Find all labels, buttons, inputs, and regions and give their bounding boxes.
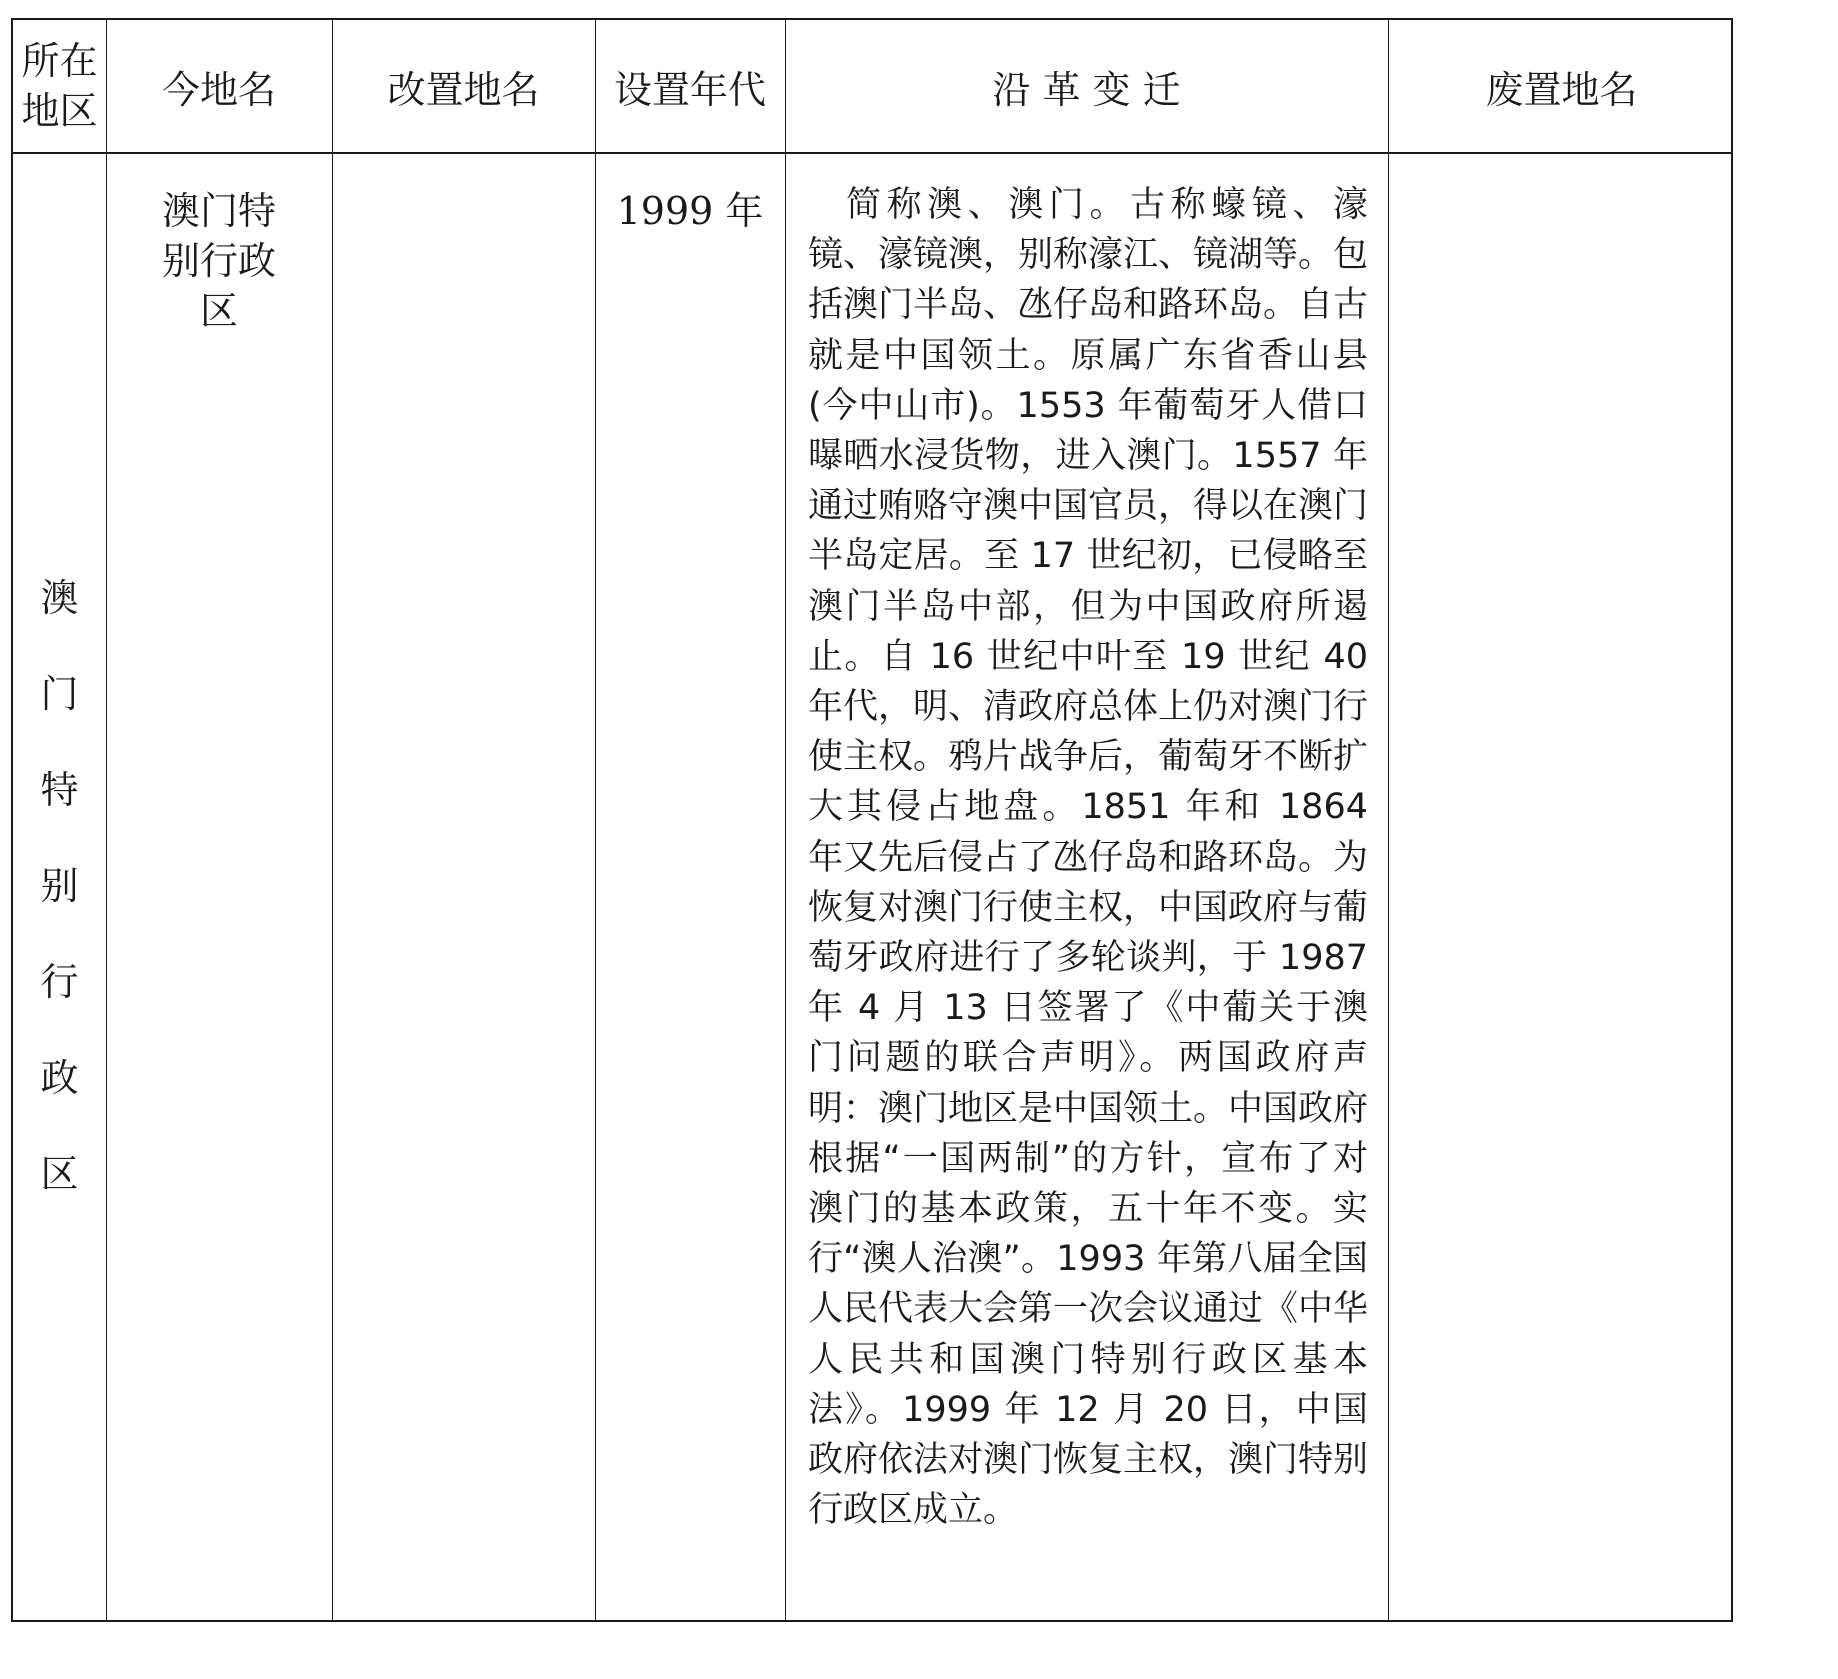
region-char: 政 <box>40 1056 79 1100</box>
gazetteer-table <box>11 18 1733 1622</box>
region-char: 行 <box>40 960 79 1004</box>
row-established-year: 1999 年 <box>616 189 764 233</box>
column-divider-5 <box>1388 20 1389 1620</box>
row-current-name <box>106 186 332 336</box>
region-char: 区 <box>40 1152 79 1196</box>
header-current-name: 今地名 <box>161 67 276 112</box>
region-char: 别 <box>40 864 79 908</box>
header-region: 所在地区 <box>21 39 98 133</box>
current-name-text: 澳门特别行政区 <box>161 189 276 333</box>
region-char: 澳 <box>40 576 79 620</box>
column-divider-3 <box>595 20 596 1620</box>
header-abolished-name: 废置地名 <box>1485 67 1638 112</box>
region-char: 特 <box>40 768 79 812</box>
column-divider-2 <box>332 20 333 1620</box>
header-renamed-name: 改置地名 <box>387 67 540 112</box>
header-divider <box>13 152 1731 154</box>
header-established: 设置年代 <box>613 67 766 112</box>
header-region-cell <box>13 20 106 152</box>
row-region-vertical <box>13 152 106 1620</box>
column-divider-4 <box>785 20 786 1620</box>
region-char: 门 <box>40 672 79 716</box>
header-history: 沿 革 变 迁 <box>992 67 1181 112</box>
row-history-text: 简称澳、澳门。古称蠔镜、濠镜、濠镜澳，别称濠江、镜湖等。包括澳门半岛、氹仔岛和路环岛。自古就是中国领土。原属广东省香山县(今中山市)。1553 年葡萄牙人借口曝晒水浸货物，进入澳门。1557 年通过贿赂守澳中国官员，得以在澳门半岛定居。至 17 世纪初，已侵略至澳门半岛中部，但为中国政府所遏止。自 16 世纪中叶至 19 世纪 40 年代，明、清政府总体上仍对澳门行使主权。鸦片战争后，葡萄牙不断扩大其侵占地盘。1851 年和 1864 年又先后侵占了氹仔岛和路环岛。为恢复对澳门行使主权，中国政府与葡萄牙政府进行了多轮谈判，于 1987 年 4 月 13 日签署了《中葡关于澳门问题的联合声明》。两国政府声明：澳门地区是中国领土。中国政府根据“一国两制”的方针，宣布了对澳门的基本政策，五十年不变。实行“澳人治澳”。1993 年第八届全国人民代表大会第一次会议通过《中华人民共和国澳门特别行政区基本法》。1999 年 12 月 20 日，中国政府依法对澳门恢复主权，澳门特别行政区成立。 <box>808 185 1369 1531</box>
